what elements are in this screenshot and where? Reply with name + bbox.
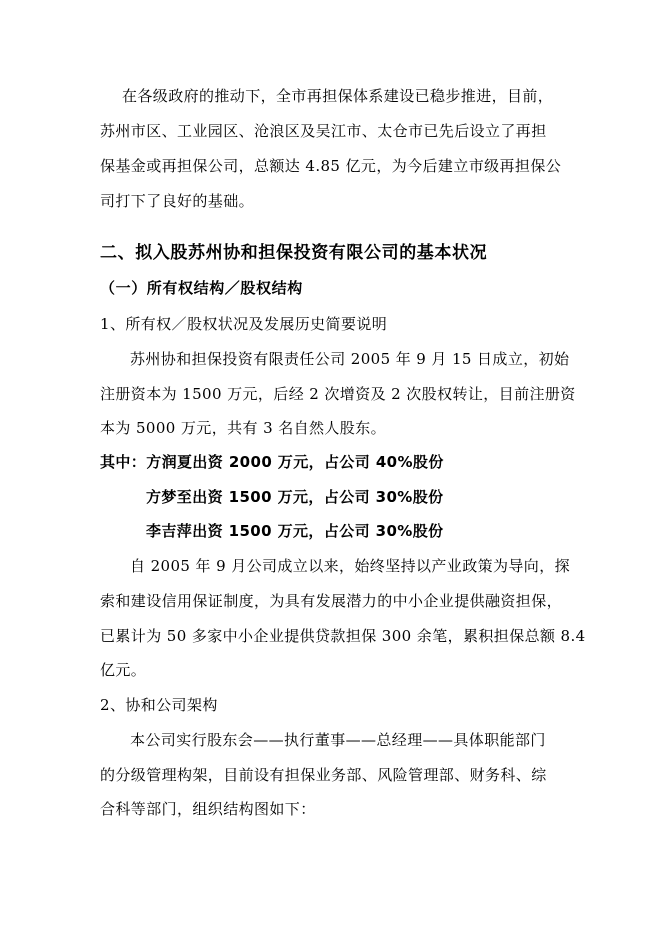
item2-title: 2、协和公司架构 [100,696,218,714]
item1-para1-line-1: 苏州协和担保投资有限责任公司 2005 年 9 月 15 日成立，初始 [130,350,570,368]
item1-para2-line-4: 亿元。 [100,661,147,679]
item2-para-line-2: 的分级管理构架，目前设有担保业务部、风险管理部、财务科、综 [100,766,547,784]
section-heading: 二、拟入股苏州协和担保投资有限公司的基本状况 [100,243,488,263]
intro-line-3: 保基金或再担保公司，总额达 4.85 亿元，为今后建立市级再担保公 [100,157,562,175]
subsection-heading: （一）所有权结构／股权结构 [100,279,303,297]
intro-line-2: 苏州市区、工业园区、沧浪区及吴江市、太仓市已先后设立了再担 [100,122,547,140]
shareholder-line-3: 李吉萍出资 1500 万元，占公司 30%股份 [146,522,444,540]
item1-para2-line-2: 索和建设信用保证制度，为具有发展潜力的中小企业提供融资担保， [100,592,563,610]
item2-para-line-3: 合科等部门，组织结构图如下： [100,800,316,818]
item1-para2-line-1: 自 2005 年 9 月公司成立以来，始终坚持以产业政策为导向，探 [130,557,570,575]
shareholder-line-1: 其中：方润夏出资 2000 万元，占公司 40%股份 [100,453,444,471]
item1-para1-line-2: 注册资本为 1500 万元，后经 2 次增资及 2 次股权转让，目前注册资 [100,385,576,403]
item2-para-line-1: 本公司实行股东会——执行董事——总经理——具体职能部门 [130,731,546,749]
shareholder-line-2: 方梦至出资 1500 万元，占公司 30%股份 [146,488,444,506]
intro-line-1: 在各级政府的推动下，全市再担保体系建设已稳步推进，目前， [122,87,554,105]
item1-para1-line-3: 本为 5000 万元，共有 3 名自然人股东。 [100,419,386,437]
intro-line-4: 司打下了良好的基础。 [100,192,255,210]
item1-title: 1、所有权／股权状况及发展历史简要说明 [100,315,388,333]
item1-para2-line-3: 已累计为 50 多家中小企业提供贷款担保 300 余笔，累积担保总额 8.4 [100,627,586,645]
